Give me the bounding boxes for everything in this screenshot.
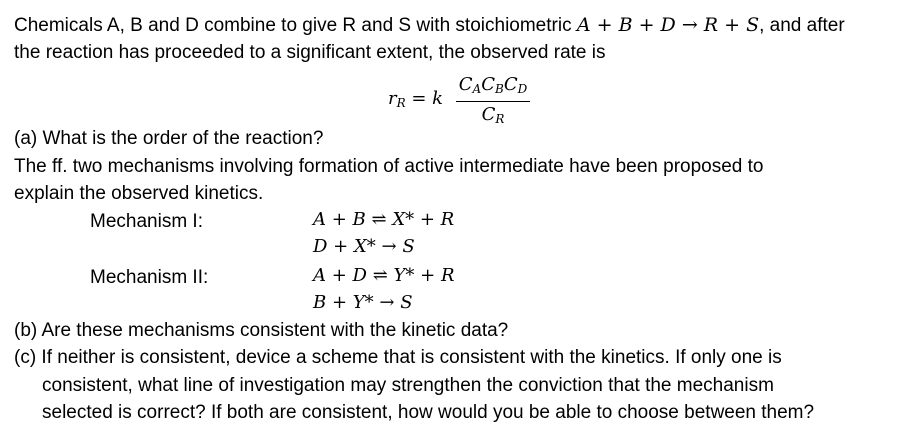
mechanism-2-step-1 [313,264,455,288]
intro-text: Chemicals A, B and D combine to give R and S with stoichiometric [14,15,572,36]
question-part-c-line-1: (c) If neither is consistent, device a scheme that is consistent with the kinetics. If only one is [14,347,782,368]
m2s2-products: S [400,292,413,313]
rate-lhs [388,88,443,110]
question-part-c-line-3: selected is correct? If both are consistent, how would you be able to choose between them? [42,402,815,423]
m2s1-reactants: A + D [313,265,367,286]
m1s1-products: X* + R [392,209,455,230]
rate-equals-k: = k [405,88,444,109]
m2s2-reactants: B + Y* [313,292,374,313]
intro-line-2: the reaction has proceeded to a significant extent, the observed rate is [14,42,606,63]
num-sub-d: D [517,82,528,96]
num-c-1: C [458,74,473,95]
num-sub-a: A [472,82,482,96]
rate-denominator [456,104,530,130]
num-c-2: C [481,74,495,95]
equilibrium-arrow-icon: ⇌ [372,265,388,286]
equilibrium-arrow-icon: ⇌ [371,209,387,230]
question-part-c-line-2: consistent, what line of investigation may strengthen the conviction that the mechanism [42,375,774,396]
num-sub-b: B [495,82,504,96]
den-c: C [481,104,496,125]
m1s2-products: S [402,236,415,257]
intro-line-1 [14,13,845,38]
context-line-1: The ff. two mechanisms involving formation of active intermediate have been proposed to [14,156,764,177]
m1s2-reactants: D + X* [313,236,376,257]
mechanism-2-step-2 [313,291,413,315]
rate-subscript: R [396,96,406,110]
num-c-3: C [503,74,518,95]
mechanism-1-label: Mechanism I: [90,211,203,232]
forward-arrow-icon: → [381,236,397,257]
rate-fraction [456,74,530,130]
question-part-b: (b) Are these mechanisms consistent with the kinetic data? [14,320,509,341]
mechanism-1-step-2 [313,235,415,259]
intro-tail: , and after [759,15,845,36]
rate-numerator [456,74,530,100]
context-line-2: explain the observed kinetics. [14,183,264,204]
mechanism-1-step-1 [313,208,454,232]
mechanism-2-label: Mechanism II: [90,267,209,288]
question-part-a: (a) What is the order of the reaction? [14,128,324,149]
rate-symbol: r [388,88,397,109]
fraction-bar [456,101,530,102]
m1s1-reactants: A + B [313,209,366,230]
den-sub-r: R [495,112,505,126]
forward-arrow-icon: → [379,292,395,313]
m2s1-products: Y* + R [393,265,455,286]
stoichiometric-equation: A + B + D → R + S [576,14,760,36]
